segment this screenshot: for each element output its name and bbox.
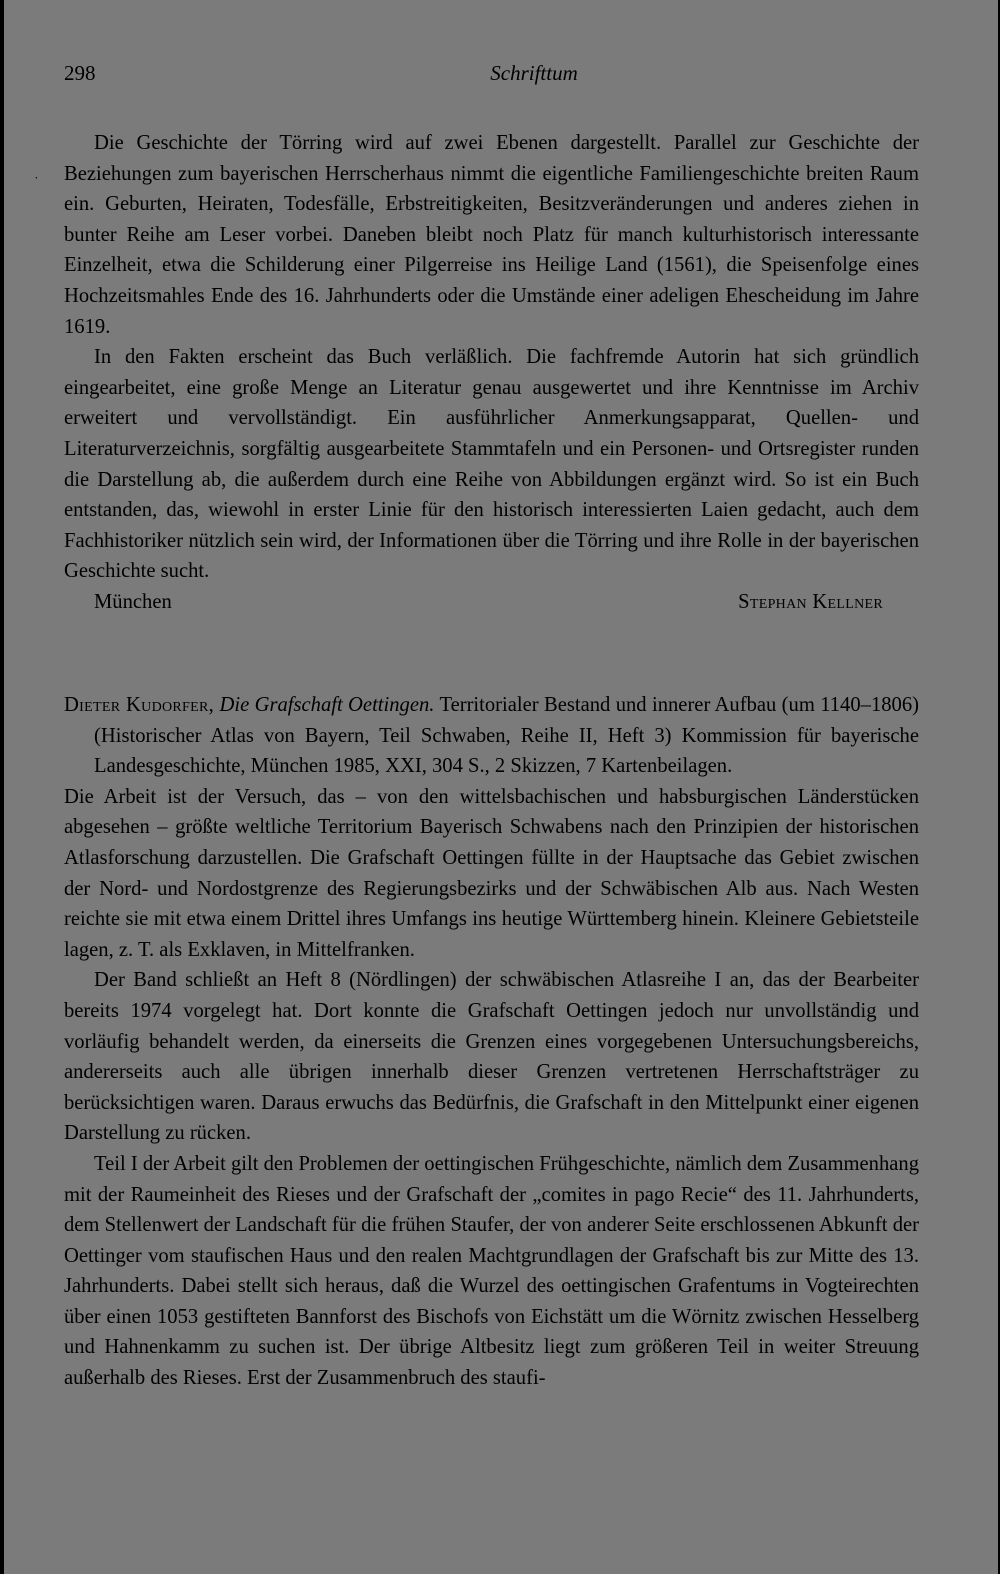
paragraph: Teil I der Arbeit gilt den Problemen der oettingischen Frühgeschichte, nämlich dem Zusammenhang mit der Raumeinheit des Rieses und der Grafschaft der „comites in pago Recie“ des 11. Jahrhunderts, dem Stellenwert der Landschaft für die frühen Staufer, der von anderer Seite erschlossenen Abkunft der Oettinger vom staufischen Haus und den realen Machtgrundlagen der Grafschaft bis zur Mitte des 13. Jahrhunderts. Dabei stellt sich heraus, daß die Wurzel des oettingischen Grafentums in Vogteirechten über einen 1053 gestifteten Bannforst des Bischofs von Eichstätt um die Wörnitz zwischen Hesselberg und Hahnenkamm zu suchen ist. Der übrige Altbesitz liegt zum größeren Teil in weiter Streuung außerhalb des Rieses. Erst der Zusammenbruch des staufi- [64,1152,919,1390]
review-törring [64,128,919,618]
paragraph: In den Fakten erscheint das Buch verläßlich. Die fachfremde Autorin hat sich gründlich eingearbeitet, eine große Menge an Literatur genau ausgewertet und ihre Kenntnisse im Archiv erweitert und vervollständigt. Ein ausführlicher Anmerkungsapparat, Quellen- und Literaturverzeichnis, sorgfältig ausgearbeitete Stammtafeln und ein Personen- und Ortsregister runden die Darstellung ab, die außerdem durch eine Reihe von Abbildungen ergänzt wird. So ist ein Buch entstanden, das, wiewohl in erster Linie für den historisch interessierten Laien gedacht, auch dem Fachhistoriker nützlich sein wird, der Informationen über die Törring und ihre Rolle in der bayerischen Geschichte sucht. [64,346,919,583]
review-place: München [94,590,172,613]
review-signature [64,587,919,618]
book-page [4,0,998,1574]
paragraph: Die Arbeit ist der Versuch, das – von den wittelsbachischen und habsburgischen Länderstücken abgesehen – größte weltliche Territorium Bayerisch Schwabens nach den Prinzipien der historischen Atlasforschung darzustellen. Die Grafschaft Oettingen füllte in der Hauptsache das Gebiet zwischen der Nord- und Nordostgrenze des Regierungsbezirks und der Schwäbischen Alb aus. Nach Westen reichte sie mit etwa einem Drittel ihres Umfangs ins heutige Württemberg hinein. Kleinere Gebietsteile lagen, z. T. als Exklaven, in Mittelfranken. [64,785,919,961]
book-details: Territorialer Bestand und innerer Aufbau (um 1140–1806) (Historischer Atlas von Bayern, Teil Schwaben, Reihe II, Heft 3) Kommission für bayerische Landesgeschichte, München 1985, XXI, 304 S., 2 Skizzen, 7 Kartenbeilagen. [94,694,919,778]
reviewer-name: Stephan Kellner [738,590,883,613]
paragraph: Die Geschichte der Törring wird auf zwei Ebenen dargestellt. Parallel zur Geschichte der Beziehungen zum bayerischen Herrscherhaus nimmt die eigentliche Familiengeschichte breiten Raum ein. Geburten, Heiraten, Todesfälle, Erbstreitigkeiten, Besitzveränderungen und anderes ziehen in bunter Reihe am Leser vorbei. Daneben bleibt noch Platz für manch kulturhistorisch interessante Einzelheit, etwa die Schilderung einer Pilgerreise ins Heilige Land (1561), die Speisenfolge eines Hochzeitsmahles Ende des 16. Jahrhunderts oder die Umstände einer adeligen Ehescheidung im Jahre 1619. [64,132,919,338]
paragraph: Der Band schließt an Heft 8 (Nördlingen) der schwäbischen Atlasreihe I an, das der Bearbeiter bereits 1974 vorgelegt hat. Dort konnte die Grafschaft Oettingen jedoch nur unvollständig und vorläufig behandelt werden, da einerseits die Grenzen eines vorgegebenen Untersuchungsbereichs, andererseits auch alle übrigen innerhalb dieser Grenzen vertretenen Herrschaftsträger zu berücksichtigen waren. Daraus erwuchs das Bedürfnis, die Grafschaft in den Mittelpunkt einer eigenen Darstellung zu rücken. [64,969,919,1145]
margin-mark: ˙ [34,175,39,190]
book-title: Die Grafschaft Oettingen. [219,694,435,716]
review-oettingen [64,690,919,1394]
running-title: Schrifttum [490,61,578,85]
bibliographic-entry [64,690,919,782]
book-author: Dieter Kudorfer, [64,694,215,716]
page-header [64,58,918,88]
page-number: 298 [64,61,96,85]
